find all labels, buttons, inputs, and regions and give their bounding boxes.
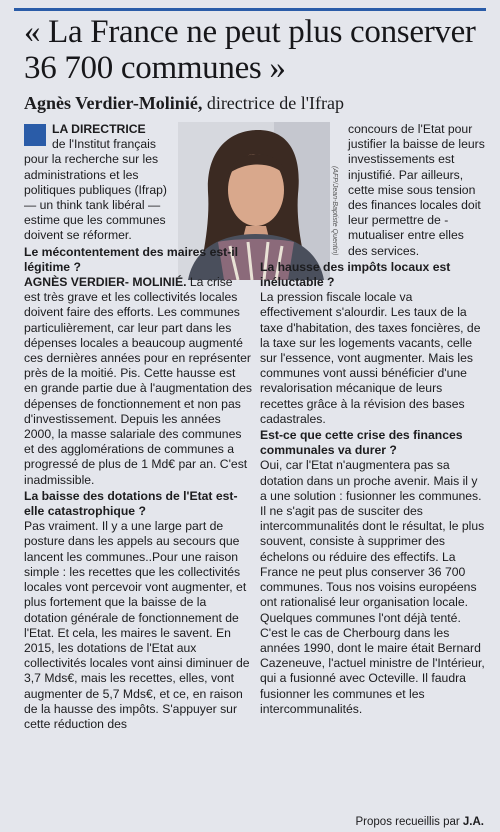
question-2: La baisse des dotations de l'Etat est-elle catastrophique ? [24,488,238,519]
intro-first-line [24,122,252,137]
intro-block [24,122,252,244]
answer-4: Oui, car l'Etat n'augmentera pas sa dotation dans un proche avenir. Mais il y a une solution : fusionner les communes. Il ne s'agit pas de susciter des intercommunalités dont le résultat, le plus souvent, consiste à supprimer des échelons ou réduire des effectifs. La France ne peut plus conserver 36 700 communes. Tous nos voisins européens ont rationalisé leur organisation locale. Quelques communes l'ont déjà tenté. C'est le cas de Cherbourg dans les années 1990, dont le maire était Bernard Cazeneuve, l'actuel ministre de l'Intérieur, qui a fusionné avec Octeville. Il faudra fusionner les communes et les intercommunalités. [260,458,485,716]
column-right [260,122,486,717]
byline-role: directrice de l'Ifrap [206,93,344,113]
answer-2: Pas vraiment. Il y a une large part de posture dans les appels au secours que lancent les communes..Pour une raison simple : les recettes que les collectivités locales vont percevoir vont augmenter, et plus fortement que la baisse de la dotation générale de fonctionnement de l'Etat. Et cela, les maires le savent. En 2015, les dotations de l'Etat aux collectivités locales vont ainsi diminuer de 3,7 Mds€, mais les recettes, elles, vont augmenter de 5,7 Mds€, et ce, en raison de la hausse des impôts. S'appuyer sur cette réduction des [24,519,250,731]
question-3: La hausse des impôts locaux est inéluctable ? [260,259,451,290]
column-right-lead: concours de l'Etat pour justifier la baisse de leurs investissements est injustifié. Par ailleurs, cette mise sous tension des finances locales doit leur permettre de - mutualiser entre elles des services. [348,122,485,258]
interview-credit [356,816,484,828]
byline [24,92,484,114]
answer-1-text: La crise est très grave et les collectivités locales doivent faire des efforts. Les communes particulièrement, car leur part dans les dépenses locales a beaucoup augmenté ces dernières années pour en représenter près de la moitié. Pis. Cette hausse est en grande partie due à l'augmentation des dépenses de fonctionnement et non pas d'investissement. Depuis les années 2000, la masse salariale des communes et des agglomérations de communes a progressé de plus de 1 Md€ par an. C'est inadmissible. [24,275,252,487]
question-1: Le mécontentement des maires est-il légitime ? [24,244,239,274]
column-left [24,122,252,732]
section-badge [24,124,46,146]
answer-1 [24,275,252,488]
headline: « La France ne peut plus conserver 36 700 communes » [24,14,476,86]
question-4: Est-ce que cette crise des finances communales va durer ? [260,428,463,458]
answer-1-speaker: AGNÈS VERDIER- MOLINIÉ. [24,275,187,290]
answer-3: La pression fiscale locale va effectivement s'alourdir. Les taux de la taxe d'habitation, des taxes foncières, de la taxe sur les logements vacants, celle sur l'essence, vont augmenter. Mais les communes vont aussi bénéficier d'une revalorisation mécanique de leurs recettes grâce à la révision des bases cadastrales. [260,290,481,426]
photo-credit: (AFP/Jean-Baptiste Quentin) [331,166,338,256]
intro-text: pour la recherche sur les administrations et les politiques publiques (Ifrap) — un think tank libéral — estime que les communes doivent se réformer. [24,152,167,243]
byline-name: Agnès Verdier-Molinié, [24,93,203,113]
intro-kicker: LA DIRECTRICE [52,122,146,136]
credit-initials: J.A. [462,815,484,828]
intro-second-line: de l'Institut français [52,137,156,152]
top-rule [14,8,486,11]
credit-text: Propos recueillis par [355,815,460,828]
